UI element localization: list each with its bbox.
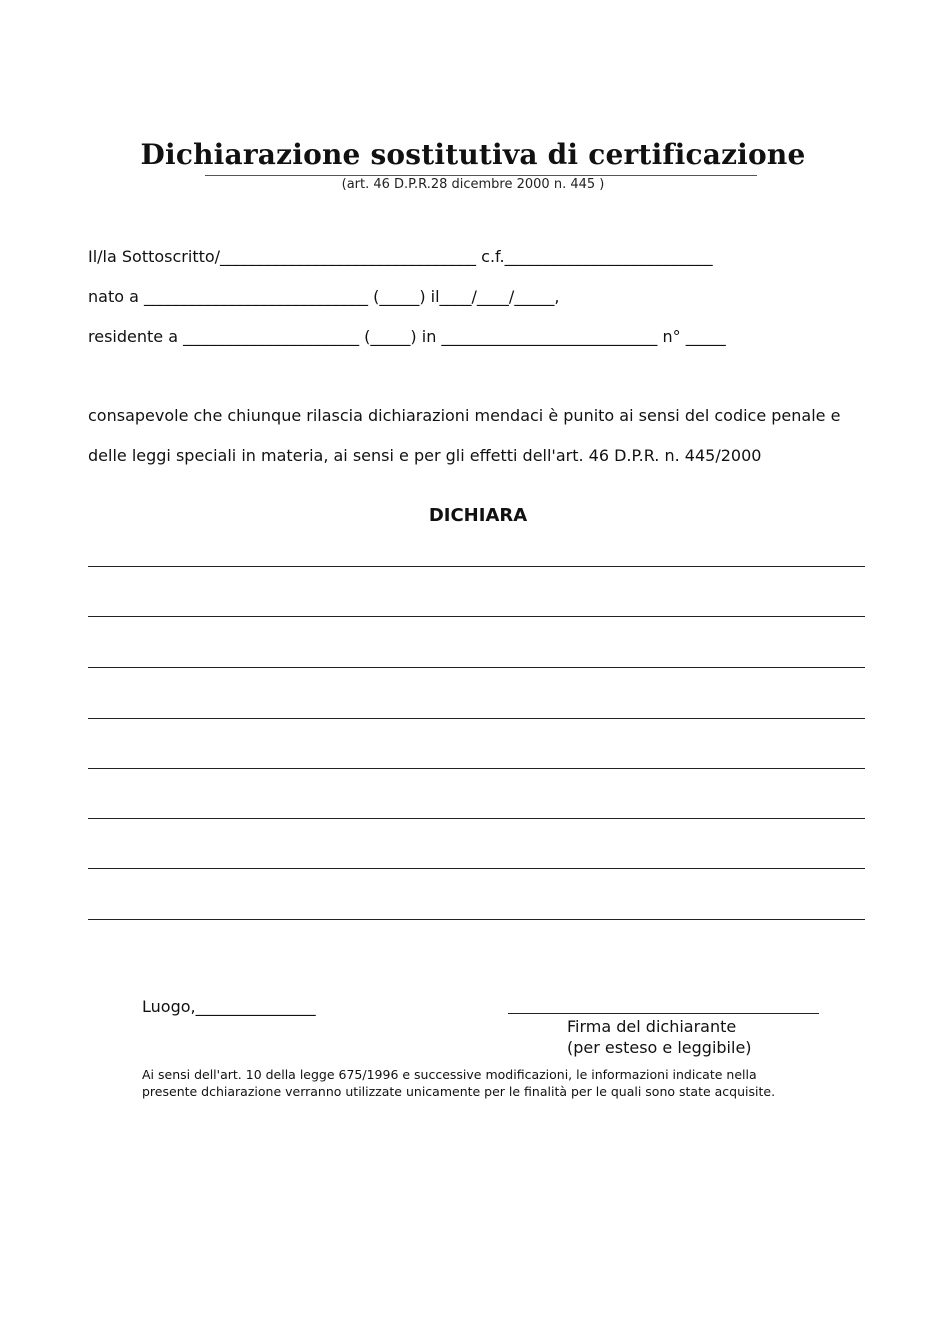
field-line-residence[interactable]: residente a ______________________ (_____) in ___________________________ n° _____ <box>88 327 726 346</box>
field-line-name-cf[interactable]: Il/la Sottoscritto/________________________________ c.f.__________________________ <box>88 247 713 266</box>
declaration-blank-line[interactable] <box>88 616 865 617</box>
declaration-blank-line[interactable] <box>88 566 865 567</box>
awareness-text-line-1: consapevole che chiunque rilascia dichiarazioni mendaci è punito ai sensi del codice penale e <box>88 406 841 425</box>
declaration-blank-line[interactable] <box>88 718 865 719</box>
signature-line[interactable] <box>508 1013 819 1014</box>
signature-label: Firma del dichiarante <box>567 1017 737 1036</box>
declaration-blank-line[interactable] <box>88 768 865 769</box>
document-title: Dichiarazione sostitutiva di certificazione <box>140 138 806 171</box>
signature-sublabel: (per esteso e leggibile) <box>567 1038 752 1057</box>
awareness-text-line-2: delle leggi speciali in materia, ai sensi e per gli effetti dell'art. 46 D.P.R. n. 445/2000 <box>88 446 762 465</box>
declaration-blank-line[interactable] <box>88 818 865 819</box>
document-subtitle: (art. 46 D.P.R.28 dicembre 2000 n. 445 ) <box>341 177 605 192</box>
privacy-notice-line-1: Ai sensi dell'art. 10 della legge 675/1996 e successive modificazioni, le informazioni indicate nella <box>142 1067 757 1082</box>
declaration-blank-line[interactable] <box>88 868 865 869</box>
declaration-blank-line[interactable] <box>88 919 865 920</box>
privacy-notice <box>142 1066 842 1100</box>
declaration-blank-line[interactable] <box>88 667 865 668</box>
declares-heading: DICHIARA <box>428 505 528 526</box>
field-line-birth[interactable]: nato a ____________________________ (_____) il____/____/_____, <box>88 287 560 306</box>
title-underline <box>205 175 757 176</box>
place-field[interactable]: Luogo,_______________ <box>142 997 316 1016</box>
privacy-notice-line-2: presente dchiarazione verranno utilizzate unicamente per le finalità per le quali sono state acquisite. <box>142 1084 776 1099</box>
